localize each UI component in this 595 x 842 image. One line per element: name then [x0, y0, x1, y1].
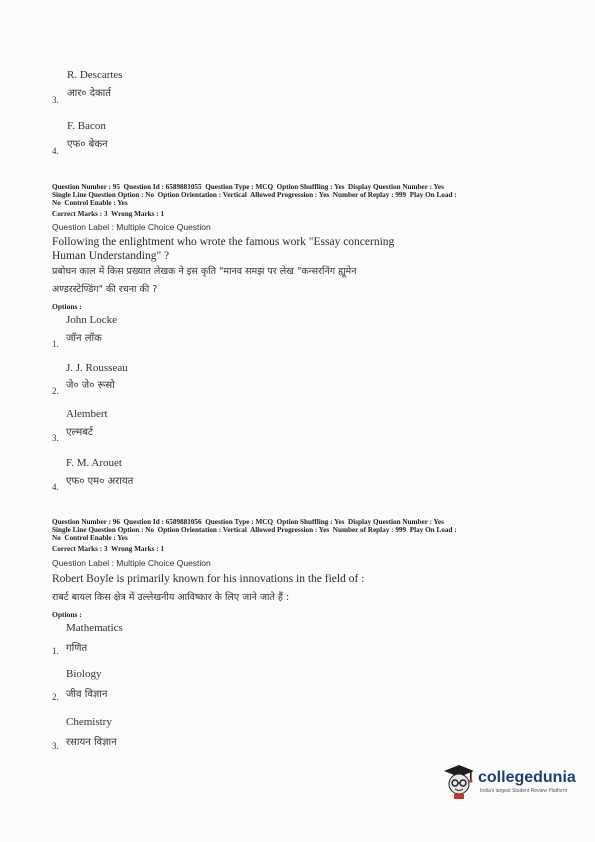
question-text-en: Following the enlightment who wrote the famous work "Essay concerning: [52, 236, 395, 248]
question-label: Question Label : Multiple Choice Question: [52, 558, 211, 568]
question-text-hi: प्रबोधन काल में किस प्रख्यात लेखक ने इस कृति "मानव समझ पर लेख "कन्सरनिंग ह्यूमेन: [52, 266, 357, 277]
option-text-en: Alembert: [66, 408, 108, 420]
option-text-en: F. M. Arouet: [66, 457, 122, 469]
option-text-hi: एफ० एम० अरायत: [66, 476, 134, 487]
option-text-hi: जे० जे० रूसो: [66, 380, 115, 391]
option-number: 4.: [52, 482, 59, 492]
option-number: 3.: [52, 95, 59, 105]
option-text-hi: गणित: [66, 643, 88, 654]
option-text-en: Chemistry: [66, 716, 112, 728]
question-meta-line: No Control Enable : Yes: [52, 534, 128, 542]
option-text-hi: रसायन विज्ञान: [66, 737, 117, 748]
option-number: 1.: [52, 646, 59, 656]
question-meta-line: No Control Enable : Yes: [52, 199, 128, 207]
question-marks: Correct Marks : 3 Wrong Marks : 1: [52, 210, 165, 218]
option-text-hi: जीव विज्ञान: [66, 689, 108, 700]
option-text-hi: एल्मबर्ट: [66, 427, 93, 438]
option-text-en: F. Bacon: [67, 120, 106, 132]
question-meta-line: Single Line Question Option : No Option Orientation : Vertical Allowed Progression : Yes Number of Replay : 999 Play On Load :: [52, 526, 457, 534]
option-text-hi: आर० देकार्त: [67, 88, 111, 99]
question-text-hi: राबर्ट बायल किस क्षेत्र में उल्लेखनीय आविष्कार के लिए जाने जाते हैं :: [52, 592, 290, 603]
collegedunia-logo: [440, 760, 580, 802]
question-marks: Correct Marks : 3 Wrong Marks : 1: [52, 545, 165, 553]
option-number: 4.: [52, 146, 59, 156]
option-number: 3.: [52, 741, 59, 751]
question-label: Question Label : Multiple Choice Question: [52, 222, 211, 232]
option-text-en: Biology: [66, 668, 102, 680]
logo-tagline: India's largest Student Review Platform: [480, 788, 568, 794]
question-text-en: Robert Boyle is primarily known for his innovations in the field of :: [52, 573, 365, 585]
mascot-icon: [440, 762, 476, 800]
option-number: 1.: [52, 339, 59, 349]
question-meta-line: Question Number : 95 Question Id : 6589881055 Question Type : MCQ Option Shuffling : Yes Display Question Number : Yes: [52, 183, 444, 191]
option-text-en: J. J. Rousseau: [66, 362, 128, 374]
logo-name: collegedunia: [478, 769, 576, 786]
option-number: 2.: [52, 692, 59, 702]
option-text-en: Mathematics: [66, 622, 123, 634]
question-text-en: Human Understanding" ?: [52, 250, 170, 262]
option-text-en: John Locke: [66, 314, 118, 326]
option-text-hi: एफ० बेकन: [67, 139, 108, 150]
option-number: 2.: [52, 386, 59, 396]
option-number: 3.: [52, 433, 59, 443]
question-meta-line: Single Line Question Option : No Option Orientation : Vertical Allowed Progression : Yes Number of Replay : 999 Play On Load :: [52, 191, 457, 199]
option-text-hi: जॉन लॉक: [66, 333, 102, 344]
options-heading: Options :: [52, 610, 82, 619]
question-text-hi: अण्डरस्टेण्डिंग" की रचना की ?: [52, 284, 158, 295]
option-text-en: R. Descartes: [67, 69, 123, 81]
question-meta-line: Question Number : 96 Question Id : 6589881056 Question Type : MCQ Option Shuffling : Yes Display Question Number : Yes: [52, 518, 444, 526]
options-heading: Options :: [52, 302, 82, 311]
